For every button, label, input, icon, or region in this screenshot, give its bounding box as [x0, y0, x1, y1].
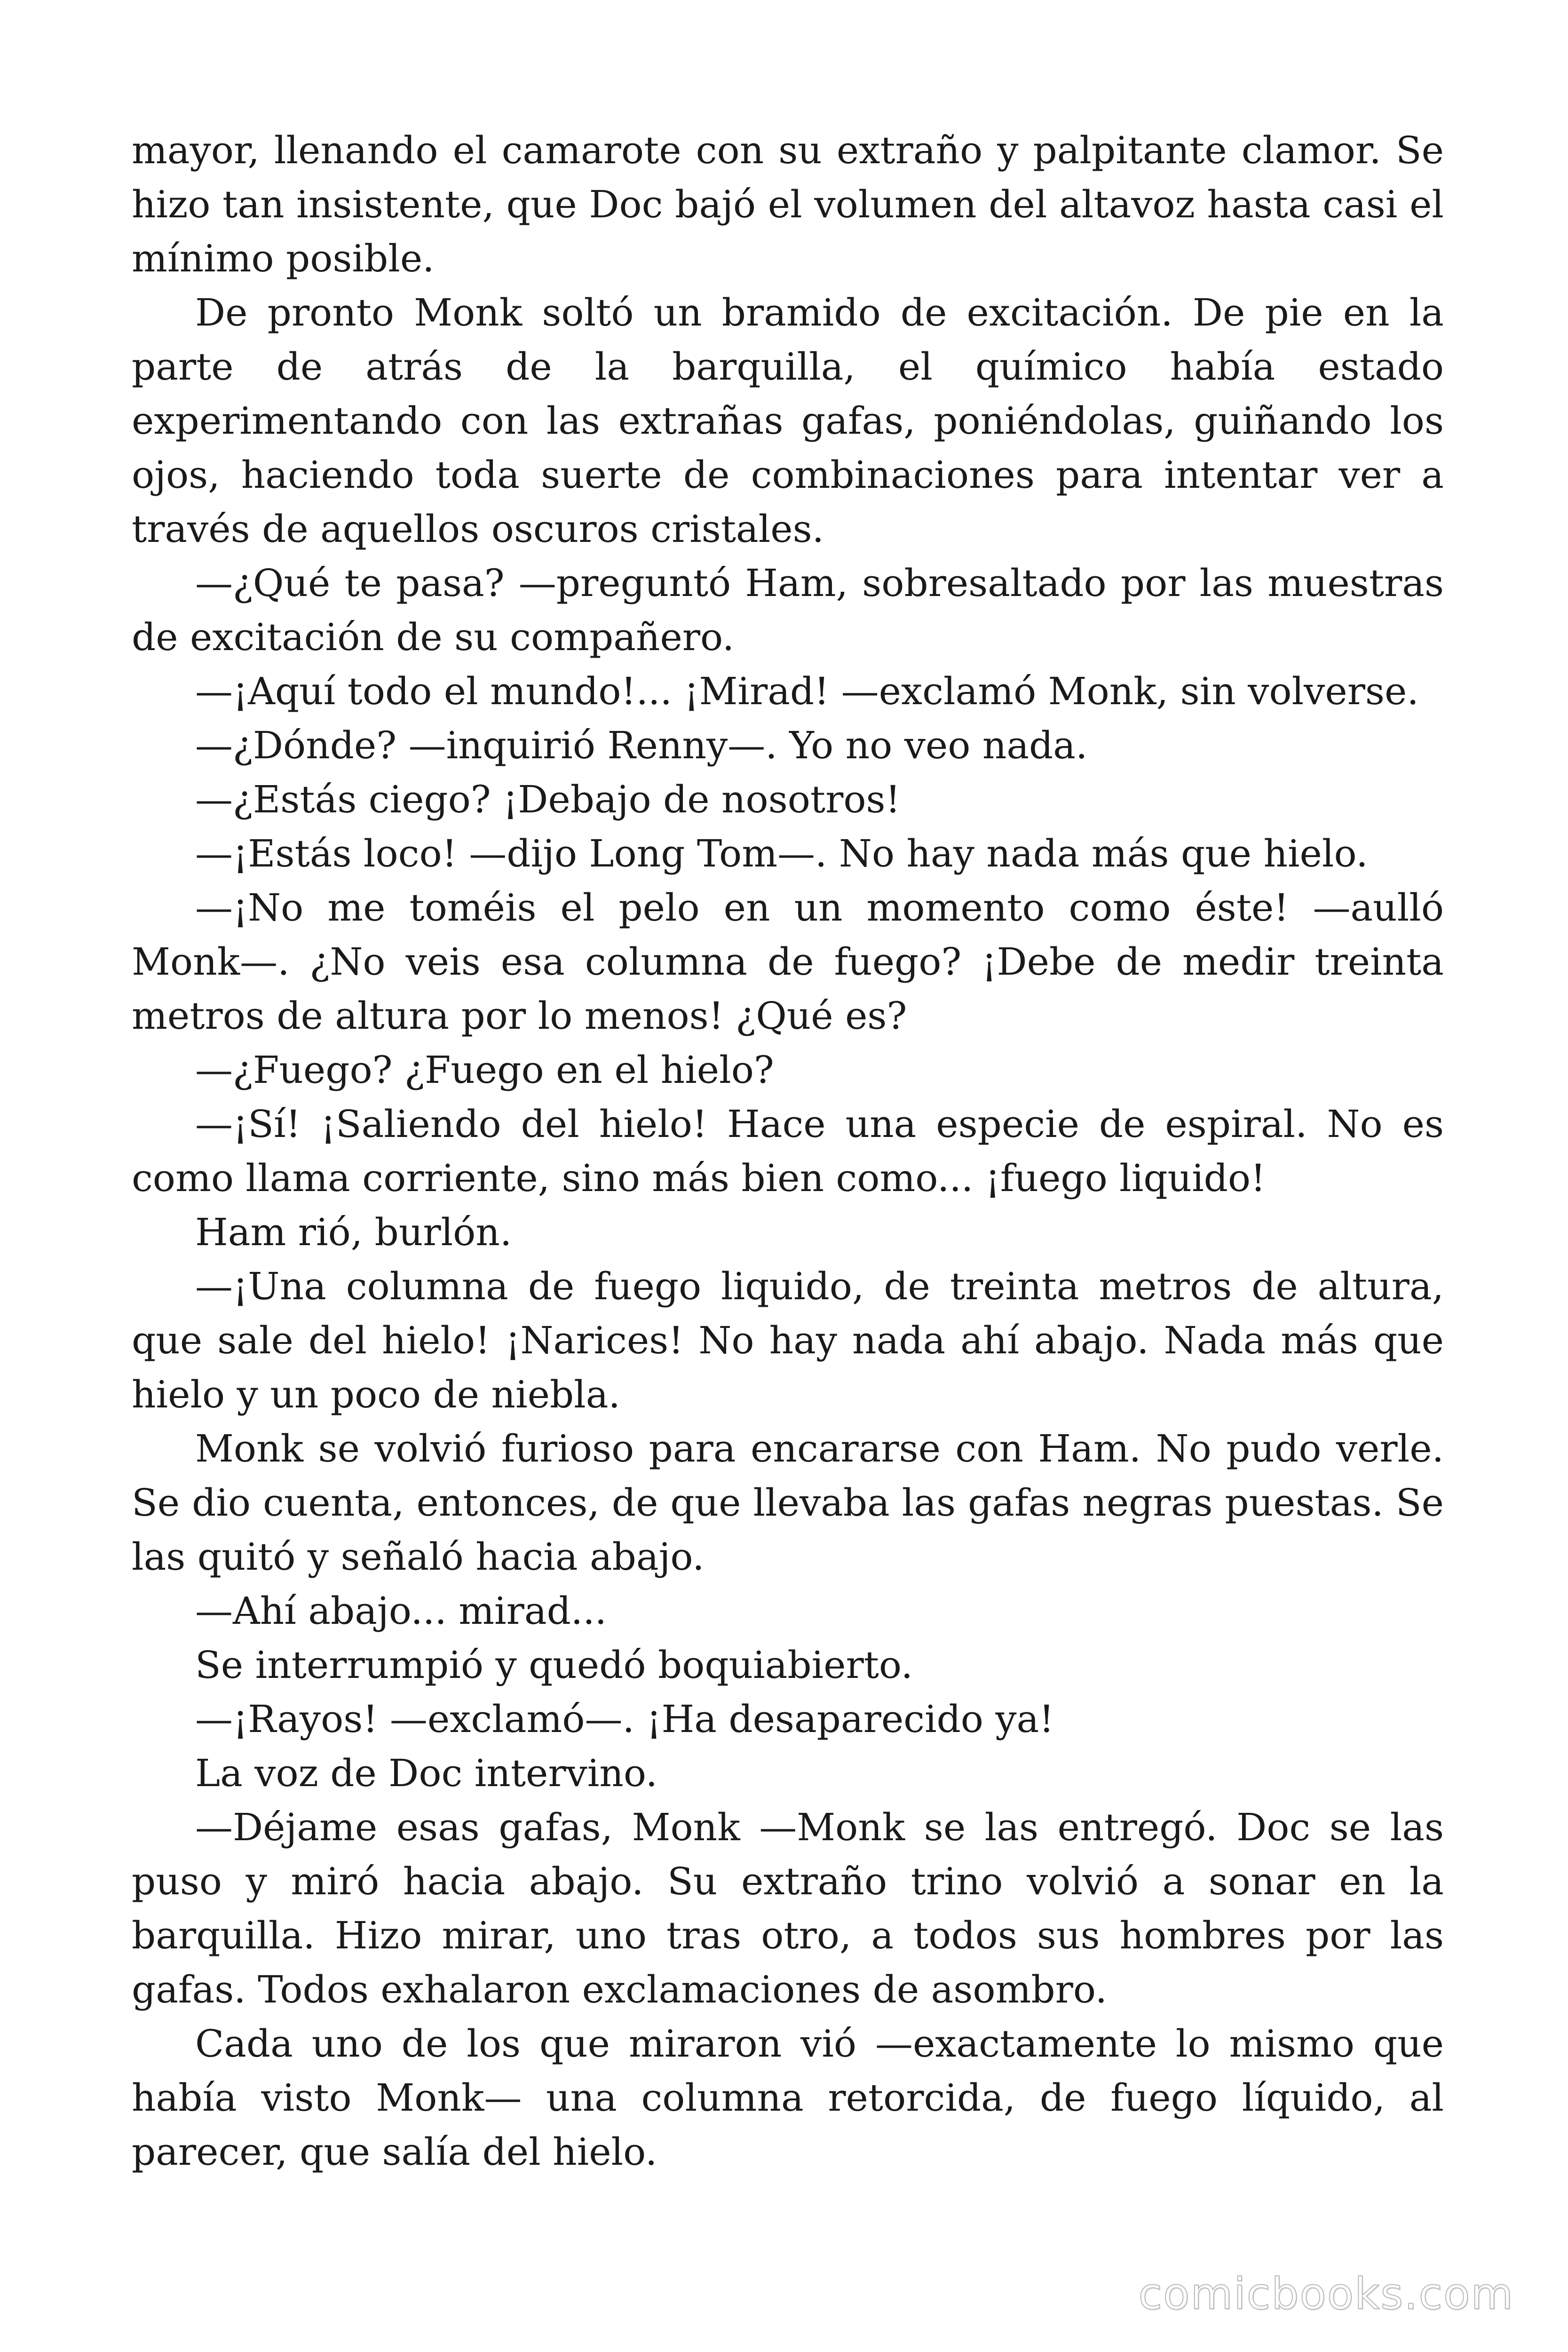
paragraph: —¿Dónde? —inquirió Renny—. Yo no veo nada.: [195, 723, 1088, 767]
paragraph: —¡Sí! ¡Saliendo del hielo! Hace una especie de espiral. No es como llama corriente, sino más bien como... ¡fuego liquido!: [132, 1102, 1444, 1200]
paragraph: —Déjame esas gafas, Monk —Monk se las entregó. Doc se las puso y miró hacia abajo. Su extraño trino volvió a sonar en la barquilla. Hizo mirar, uno tras otro, a todos sus hombres por las gafas. Todos exhalaron exclamaciones de asombro.: [132, 1805, 1444, 2011]
paragraph: —¿Qué te pasa? —preguntó Ham, sobresaltado por las muestras de excitación de su compañero.: [132, 561, 1444, 659]
paragraph: Ham rió, burlón.: [195, 1210, 512, 1254]
paragraph: —¡No me toméis el pelo en un momento como éste! —aulló Monk—. ¿No veis esa columna de fuego? ¡Debe de medir treinta metros de altura por lo menos! ¿Qué es?: [132, 886, 1444, 1038]
paragraph: —¿Fuego? ¿Fuego en el hielo?: [195, 1048, 774, 1092]
paragraph: Cada uno de los que miraron vió —exactamente lo mismo que había visto Monk— una columna retorcida, de fuego líquido, al parecer, que salía del hielo.: [132, 2022, 1444, 2174]
paragraph: mayor, llenando el camarote con su extraño y palpitante clamor. Se hizo tan insistente, que Doc bajó el volumen del altavoz hasta casi el mínimo posible.: [132, 128, 1444, 280]
paragraph: —¡Aquí todo el mundo!... ¡Mirad! —exclamó Monk, sin volverse.: [195, 669, 1419, 713]
paragraph: —¿Estás ciego? ¡Debajo de nosotros!: [195, 778, 901, 821]
paragraph: —¡Rayos! —exclamó—. ¡Ha desaparecido ya!: [195, 1697, 1054, 1741]
body-text: [132, 123, 1444, 2179]
paragraph: —Ahí abajo... mirad...: [195, 1589, 607, 1633]
paragraph: —¡Una columna de fuego liquido, de treinta metros de altura, que sale del hielo! ¡Narices! No hay nada ahí abajo. Nada más que hielo y un poco de niebla.: [132, 1264, 1444, 1416]
paragraph: Se interrumpió y quedó boquiabierto.: [195, 1643, 913, 1687]
paragraph: La voz de Doc intervino.: [195, 1751, 658, 1795]
paragraph: De pronto Monk soltó un bramido de excitación. De pie en la parte de atrás de la barquilla, el químico había estado experimentando con las extrañas gafas, poniéndolas, guiñando los ojos, haciendo toda suerte de combinaciones para intentar ver a través de aquellos oscuros cristales.: [132, 291, 1444, 551]
paragraph: Monk se volvió furioso para encararse con Ham. No pudo verle. Se dio cuenta, entonces, de que llevaba las gafas negras puestas. Se las quitó y señaló hacia abajo.: [132, 1427, 1444, 1579]
watermark: comicbooks.com: [1138, 2269, 1514, 2319]
paragraph: —¡Estás loco! —dijo Long Tom—. No hay nada más que hielo.: [195, 832, 1368, 875]
